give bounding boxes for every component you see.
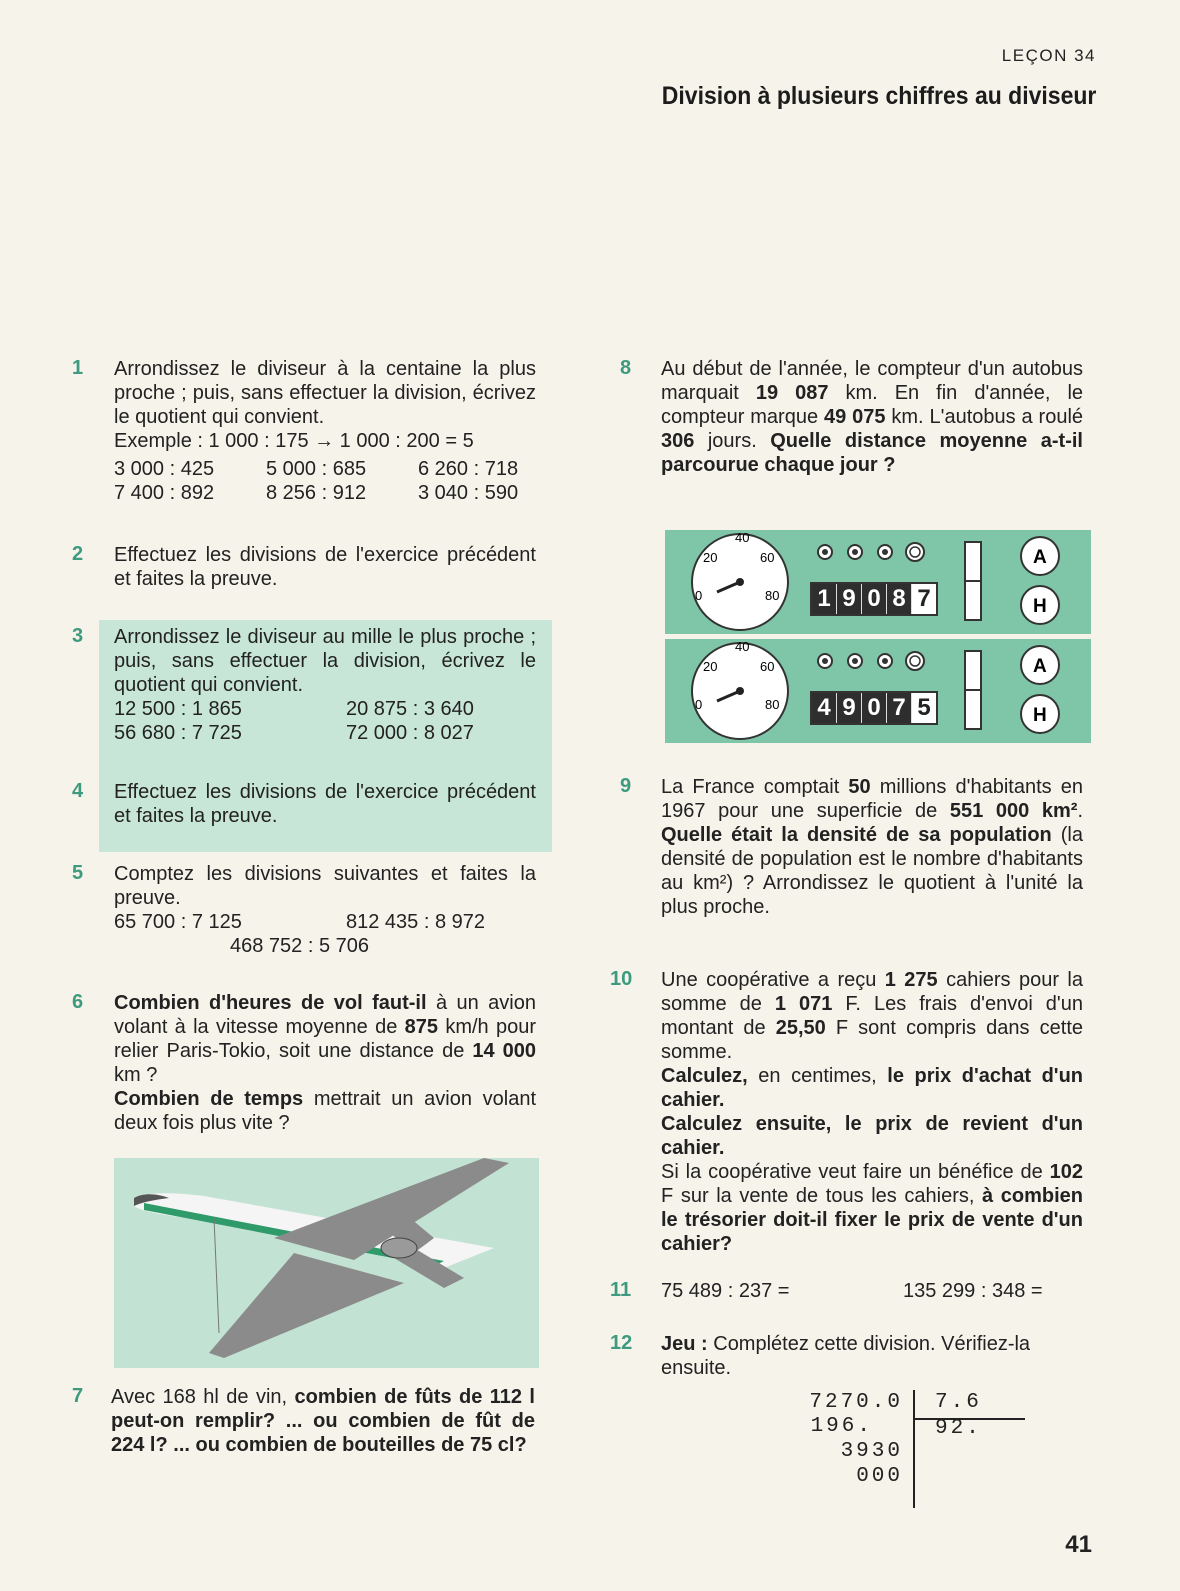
page-number: 41	[1065, 1531, 1092, 1558]
text: Si la coopérative veut faire un bénéfice de	[661, 1161, 1050, 1183]
division-item: 20 875 : 3 640	[346, 698, 474, 720]
bold-number: 14 000	[472, 1040, 537, 1062]
dial-label: 60	[760, 659, 775, 674]
bold-text: combien de fûts de 112 l peut-on remplir? ... ou combien de fût de 224 l? ... ou combien de bouteilles de 75 cl?	[111, 1386, 535, 1456]
dial-label: 0	[695, 697, 703, 712]
bold-number: 102	[1049, 1161, 1083, 1183]
text: (la densité de population est le nombre d'habitants au km²) ? Arrondissez le quotient à l'unité la plus proche.	[661, 824, 1083, 918]
remainder-row: 000	[856, 1465, 903, 1488]
exercise-number: 9	[620, 775, 632, 797]
counter-digit: 1	[812, 584, 837, 614]
text: km. En fin d'année, le compteur marque	[661, 382, 1084, 428]
odometer-counter	[810, 691, 938, 725]
example-line: Exemple : 1 000 : 175 → 1 000 : 200 = 5	[114, 430, 474, 452]
exercise-number: 7	[72, 1385, 84, 1407]
division-item: 72 000 : 8 027	[346, 722, 474, 744]
exercise-number: 10	[610, 968, 633, 990]
counter-digit: 7	[912, 584, 936, 614]
text: F sur la vente de tous les cahiers,	[661, 1185, 983, 1207]
counter-digit: 9	[837, 693, 862, 723]
exercise-number: 3	[72, 625, 84, 647]
dial-label: 20	[703, 550, 718, 565]
odometer-panel-end	[665, 639, 1091, 743]
text: Avec 168 hl de vin,	[111, 1386, 295, 1408]
exercise-number: 4	[72, 780, 84, 802]
dial-label: 0	[695, 588, 703, 603]
text: km/h pour relier Paris-Tokio, soit une distance de	[114, 1016, 537, 1062]
counter-digit: 4	[812, 693, 837, 723]
division-item: 56 680 : 7 725	[114, 722, 242, 744]
bold-number: 1 275	[884, 969, 938, 991]
exercise-4: Effectuez les divisions de l'exercice précédent et faites la preuve.	[114, 781, 536, 827]
remainder-row: 196.	[810, 1415, 873, 1438]
text: F sont compris dans cette somme.	[661, 1017, 1083, 1063]
exercise-12	[661, 1332, 1083, 1380]
text: à un avion volant à la vitesse moyenne de	[114, 992, 536, 1038]
text: Une coopérative a reçu	[661, 969, 885, 991]
exercise-8	[661, 357, 1083, 477]
exercise-2: Effectuez les divisions de l'exercice précédent et faites la preuve.	[114, 544, 536, 590]
text: km ?	[114, 1064, 158, 1086]
bold-text: à combien le trésorier doit-il fixer le prix de vente d'un cahier?	[661, 1185, 1084, 1255]
dial-label: 80	[765, 588, 780, 603]
dial-label: 40	[735, 530, 750, 545]
bold-text: Calculez ensuite, le prix de revient d'un cahier.	[661, 1113, 1083, 1159]
division-item: 812 435 : 8 972	[346, 911, 486, 933]
counter-digit: 9	[837, 584, 862, 614]
bold-number: 19 087	[755, 382, 829, 404]
odometer-counter	[810, 582, 938, 616]
counter-digit: 0	[862, 693, 887, 723]
bold-text: Combien d'heures de vol faut-il	[114, 992, 427, 1014]
exercise-text: Arrondissez le diviseur au mille le plus proche ; puis, sans effectuer la division, écrivez le quotient qui convient.	[114, 626, 536, 696]
exercise-number: 8	[620, 357, 632, 379]
division-list	[114, 910, 536, 934]
text: Complétez cette division. Vérifiez-la ensuite.	[661, 1333, 1031, 1379]
division-item: 12 500 : 1 865	[114, 698, 242, 720]
exercise-number: 2	[72, 543, 84, 565]
exercise-number: 1	[72, 357, 84, 379]
bold-number: 50	[848, 776, 871, 798]
text: Au début de l'année, le compteur d'un autobus marquait	[661, 358, 1083, 404]
dial-label: 80	[765, 697, 780, 712]
division-item: 6 260 : 718	[418, 458, 519, 480]
bold-text: Quelle était la densité de sa population	[661, 824, 1052, 846]
text: mettrait un avion volant deux fois plus vite ?	[114, 1088, 536, 1134]
exercise-number: 5	[72, 862, 84, 884]
exercise-number: 11	[610, 1279, 632, 1301]
lesson-label: LEÇON 34	[1001, 46, 1096, 65]
text: millions d'habitants en 1967 pour une superficie de	[661, 776, 1083, 822]
dividend-row: 7270.0	[809, 1391, 903, 1414]
counter-digit: 8	[887, 584, 912, 614]
bold-text: Jeu :	[661, 1333, 708, 1355]
exercise-11-a: 75 489 : 237 =	[661, 1280, 790, 1302]
airplane-illustration	[114, 1158, 539, 1368]
division-list	[114, 457, 536, 505]
divisor: 7.6	[935, 1391, 982, 1414]
odometer-panel-start	[665, 530, 1091, 634]
bold-text: Calculez,	[661, 1065, 748, 1087]
exercise-10	[661, 968, 1083, 1256]
text: cahiers pour la somme de	[661, 969, 1083, 1015]
division-item: 3 040 : 590	[418, 482, 519, 504]
dial-label: 60	[760, 550, 775, 565]
division-bar	[913, 1390, 915, 1508]
text: jours.	[694, 430, 771, 452]
button-label: A	[1033, 656, 1047, 677]
bold-number: 49 075	[823, 406, 886, 428]
text: F. Les frais d'envoi d'un montant de	[661, 993, 1083, 1039]
exercise-number: 6	[72, 991, 84, 1013]
text: km. L'autobus a roulé	[885, 406, 1084, 428]
exercise-5	[114, 862, 536, 958]
exercise-6	[114, 991, 536, 1135]
counter-digit: 7	[887, 693, 912, 723]
exercise-number: 12	[610, 1332, 633, 1354]
bold-text: Combien de temps	[114, 1088, 304, 1110]
counter-digit: 0	[862, 584, 887, 614]
exercise-1	[114, 357, 536, 505]
division-item: 8 256 : 912	[266, 482, 367, 504]
page-title: Division à plusieurs chiffres au diviseur	[661, 82, 1096, 110]
bold-text: le prix d'achat d'un cahier.	[661, 1065, 1083, 1111]
remainder-row: 3930	[840, 1440, 903, 1463]
bold-number: 1 071	[774, 993, 833, 1015]
text: .	[1077, 800, 1083, 822]
exercise-7	[111, 1385, 535, 1457]
exercise-9	[661, 775, 1083, 919]
counter-digit: 5	[912, 693, 936, 723]
dial-label: 20	[703, 659, 718, 674]
airplane-icon	[114, 1158, 539, 1368]
division-item: 5 000 : 685	[266, 458, 367, 480]
bold-number: 875	[404, 1016, 439, 1038]
division-item: 65 700 : 7 125	[114, 911, 242, 933]
exercise-3	[114, 625, 536, 745]
button-label: H	[1033, 705, 1047, 726]
text: en centimes,	[747, 1065, 888, 1087]
division-item: 468 752 : 5 706	[230, 935, 370, 957]
button-label: H	[1033, 596, 1047, 617]
bold-number: 306	[661, 430, 695, 452]
exercise-text: Comptez les divisions suivantes et faites la preuve.	[114, 863, 536, 909]
exercise-text: Arrondissez le diviseur à la centaine la plus proche ; puis, sans effectuer la division, écrivez le quotient qui convient.	[114, 358, 536, 428]
button-label: A	[1033, 547, 1047, 568]
text: La France comptait	[661, 776, 849, 798]
division-item: 3 000 : 425	[114, 458, 215, 480]
bold-text: Quelle distance moyenne a-t-il parcourue chaque jour ?	[661, 430, 1083, 476]
bold-number: 551 000 km²	[949, 800, 1078, 822]
exercise-11-b: 135 299 : 348 =	[903, 1280, 1043, 1302]
division-item: 7 400 : 892	[114, 482, 215, 504]
dial-label: 40	[735, 639, 750, 654]
division-list	[114, 697, 536, 745]
quotient: 92.	[935, 1417, 982, 1440]
bold-number: 25,50	[775, 1017, 826, 1039]
